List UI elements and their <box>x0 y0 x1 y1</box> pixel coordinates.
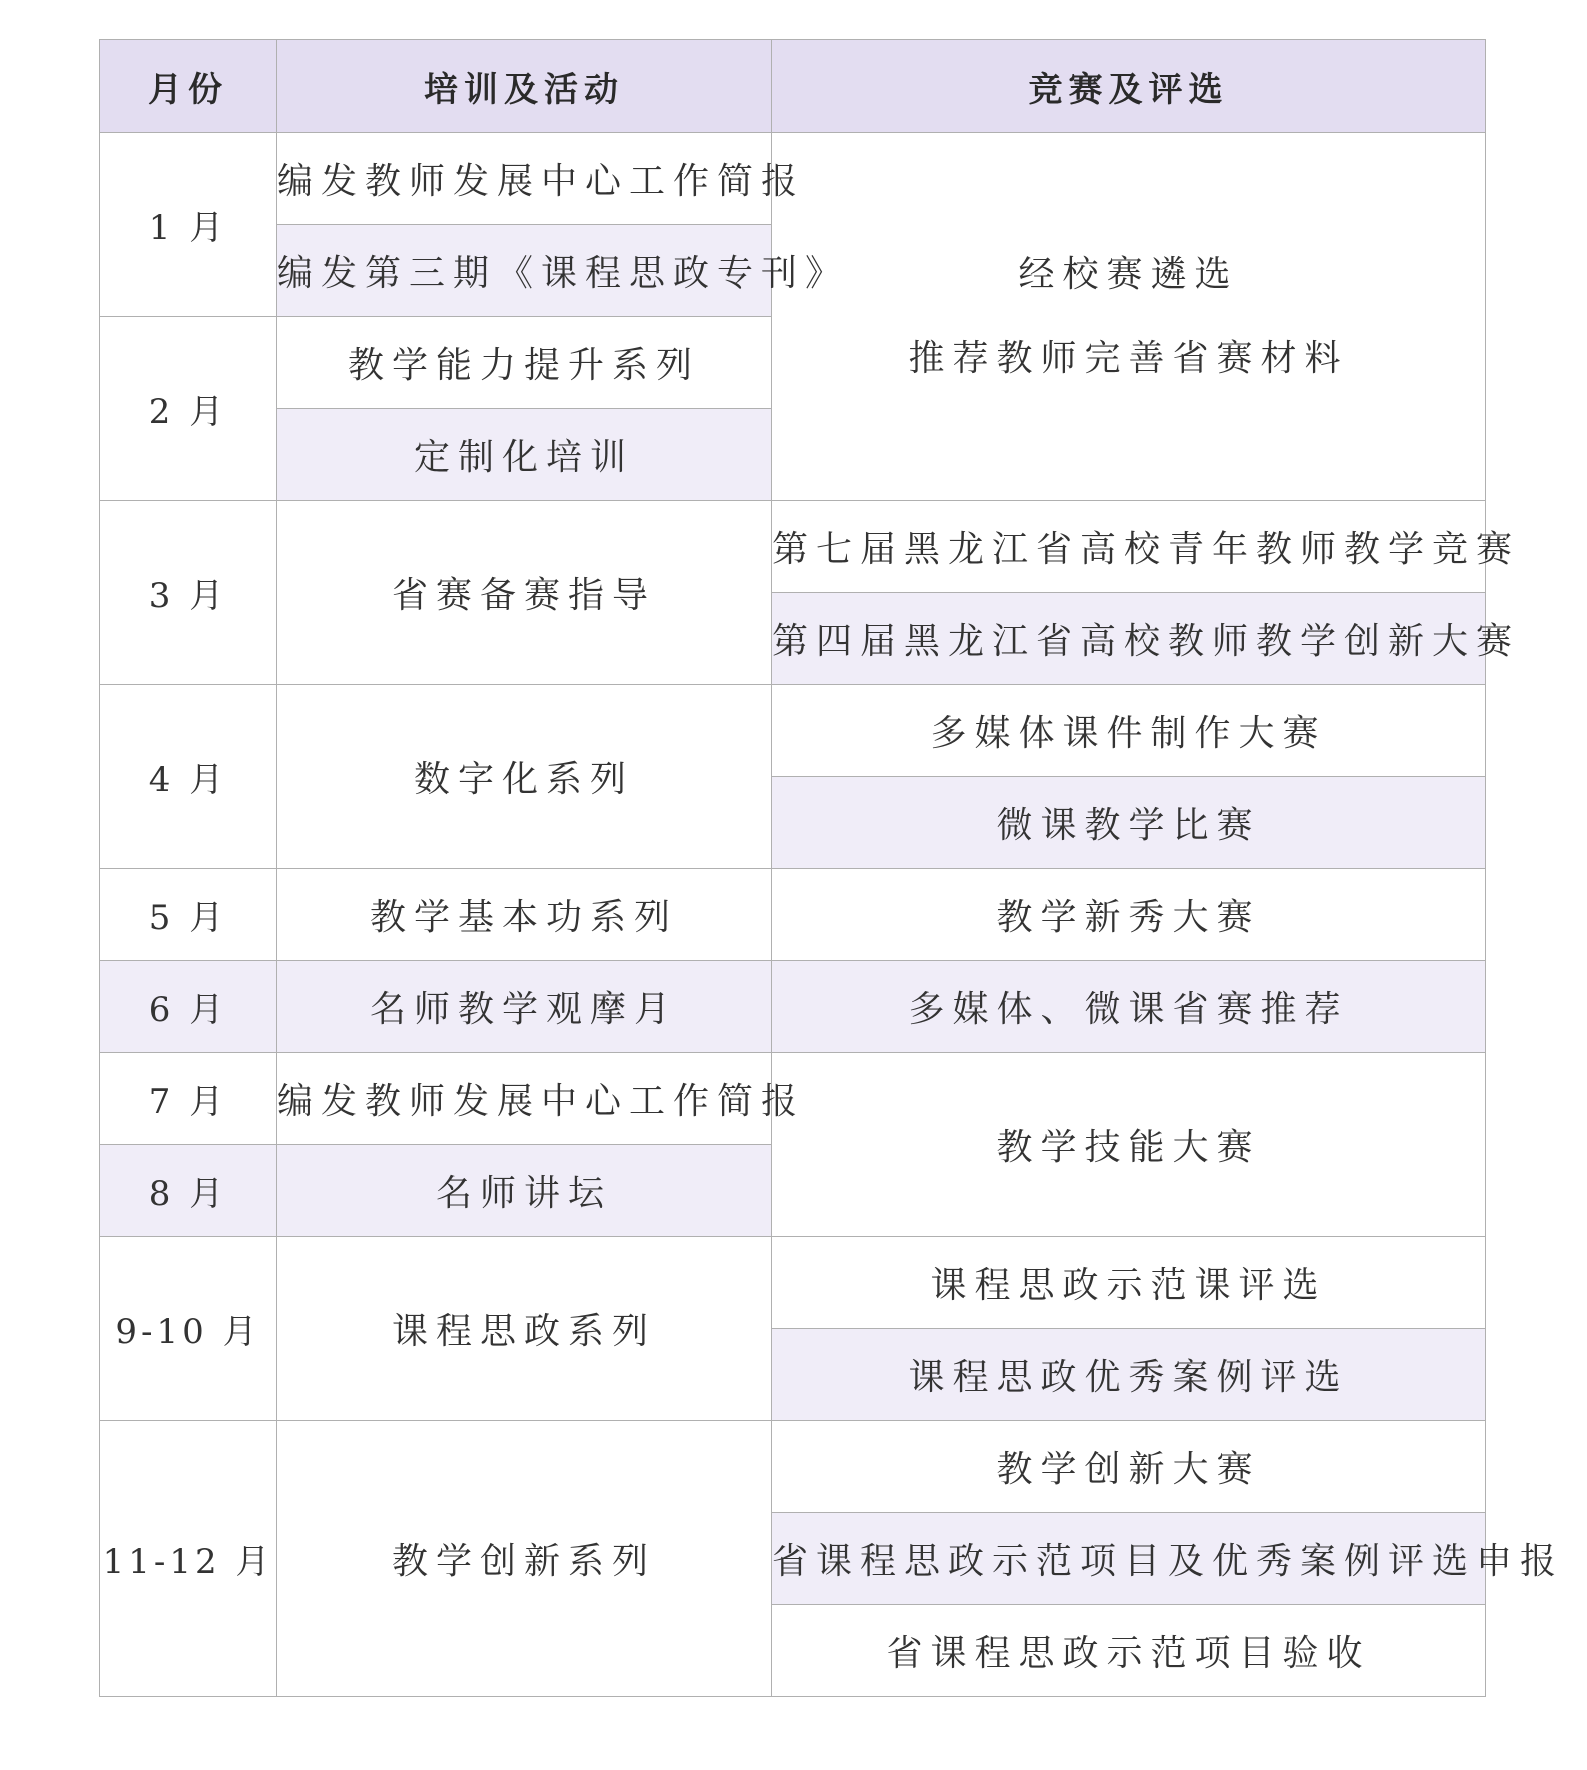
table-row <box>100 1237 1486 1329</box>
competition-cell: 第七届黑龙江省高校青年教师教学竞赛 <box>772 501 1486 593</box>
activity-cell: 教学创新系列 <box>277 1421 772 1697</box>
competition-cell: 省课程思政示范项目及优秀案例评选申报 <box>772 1513 1486 1605</box>
month-cell: 3 月 <box>100 501 277 685</box>
month-cell: 8 月 <box>100 1145 277 1237</box>
month-cell: 9-10 月 <box>100 1237 277 1421</box>
header-row <box>100 40 1486 133</box>
month-cell: 6 月 <box>100 961 277 1053</box>
competition-cell: 课程思政优秀案例评选 <box>772 1329 1486 1421</box>
competition-cell: 多媒体、微课省赛推荐 <box>772 961 1486 1053</box>
header-training-activities: 培训及活动 <box>277 40 772 133</box>
competition-cell <box>772 133 1486 501</box>
header-competitions: 竞赛及评选 <box>772 40 1486 133</box>
table-row <box>100 869 1486 961</box>
table-row <box>100 961 1486 1053</box>
competition-cell: 微课教学比赛 <box>772 777 1486 869</box>
competition-cell: 教学新秀大赛 <box>772 869 1486 961</box>
table-row <box>100 1421 1486 1513</box>
competition-line: 经校赛遴选 <box>1018 253 1239 295</box>
activity-cell: 教学基本功系列 <box>277 869 772 961</box>
activity-cell: 省赛备赛指导 <box>277 501 772 685</box>
competition-cell: 多媒体课件制作大赛 <box>772 685 1486 777</box>
activity-cell: 编发教师发展中心工作简报 <box>277 133 772 225</box>
competition-cell: 教学技能大赛 <box>772 1053 1486 1237</box>
activity-cell: 数字化系列 <box>277 685 772 869</box>
month-cell: 11-12 月 <box>100 1421 277 1697</box>
activity-cell: 教学能力提升系列 <box>277 317 772 409</box>
competition-cell: 教学创新大赛 <box>772 1421 1486 1513</box>
table-row <box>100 685 1486 777</box>
activity-cell: 课程思政系列 <box>277 1237 772 1421</box>
activity-cell: 定制化培训 <box>277 409 772 501</box>
activity-cell: 编发教师发展中心工作简报 <box>277 1053 772 1145</box>
competition-line: 推荐教师完善省赛材料 <box>908 337 1349 379</box>
competition-cell: 省课程思政示范项目验收 <box>772 1605 1486 1697</box>
table-row <box>100 1053 1486 1145</box>
table-row <box>100 133 1486 225</box>
month-cell: 2 月 <box>100 317 277 501</box>
schedule-table <box>99 39 1565 1697</box>
activity-cell: 名师教学观摩月 <box>277 961 772 1053</box>
month-cell: 7 月 <box>100 1053 277 1145</box>
table-row <box>100 501 1486 593</box>
competition-cell: 课程思政示范课评选 <box>772 1237 1486 1329</box>
activity-cell: 名师讲坛 <box>277 1145 772 1237</box>
month-cell: 1 月 <box>100 133 277 317</box>
month-cell: 4 月 <box>100 685 277 869</box>
month-cell: 5 月 <box>100 869 277 961</box>
activity-cell: 编发第三期《课程思政专刊》 <box>277 225 772 317</box>
competition-cell: 第四届黑龙江省高校教师教学创新大赛 <box>772 593 1486 685</box>
header-month: 月份 <box>100 40 277 133</box>
